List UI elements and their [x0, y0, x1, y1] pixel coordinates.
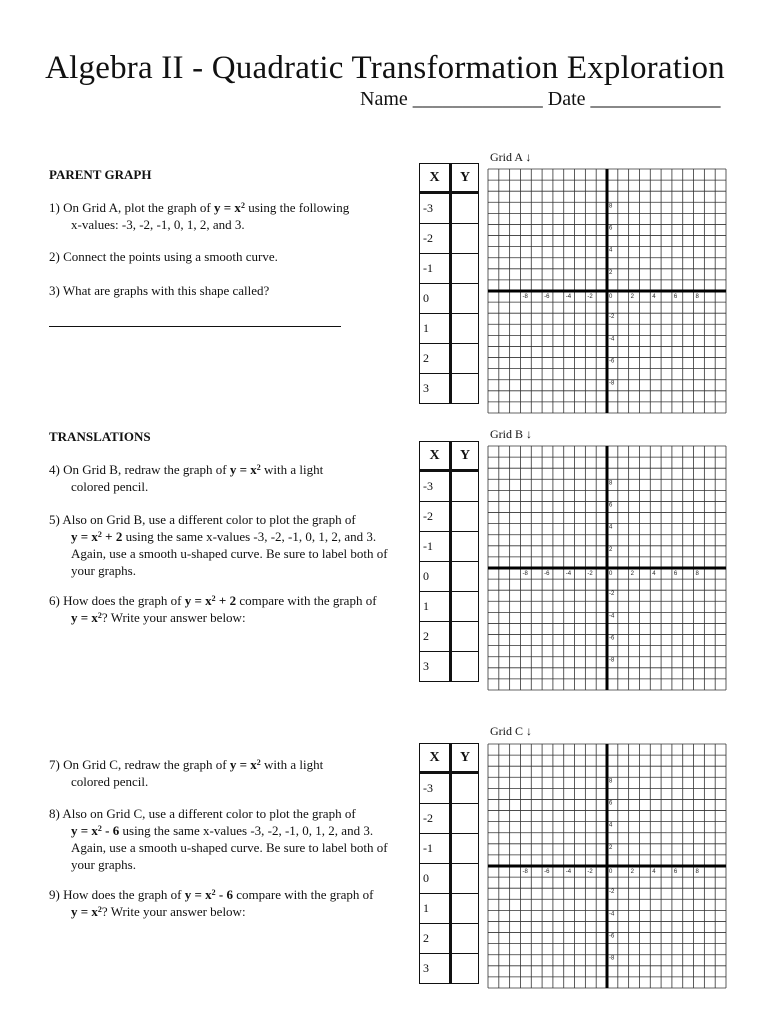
x-value-cell: 0	[420, 864, 451, 894]
table-row	[420, 924, 479, 954]
table-row	[420, 254, 479, 284]
x-column-header: X	[420, 744, 451, 773]
y-value-cell[interactable]	[451, 834, 479, 864]
x-column-header: X	[420, 164, 451, 193]
table-row	[420, 471, 479, 502]
table-row	[420, 954, 479, 984]
x-value-cell: -1	[420, 532, 451, 562]
x-value-cell: -3	[420, 773, 451, 804]
table-row	[420, 532, 479, 562]
table-row	[420, 773, 479, 804]
y-tick-label: 4	[609, 524, 613, 531]
x-value-cell: -3	[420, 471, 451, 502]
table-row	[420, 314, 479, 344]
question-7: 7) On Grid C, redraw the graph of $y = x^2$ with a light colored pencil.	[49, 757, 324, 789]
x-tick-label: 4	[652, 294, 656, 300]
table-row	[420, 834, 479, 864]
coordinate-grid-a[interactable]	[487, 168, 727, 414]
question-9: 9) How does the graph of $y = x^2 - 6$ compare with the graph of $y = x^2$? Write your answer below:	[49, 887, 374, 919]
y-value-cell[interactable]	[451, 284, 479, 314]
y-tick-label: 8	[609, 203, 613, 210]
question-4: 4) On Grid B, redraw the graph of $y = x^2$ with a light colored pencil.	[49, 462, 324, 494]
y-tick-label: -4	[609, 613, 615, 620]
x-tick-label: -2	[587, 869, 593, 875]
grid-a-label: Grid A ↓	[490, 150, 532, 164]
y-column-header: Y	[451, 744, 479, 773]
table-row	[420, 502, 479, 532]
xy-table-b	[419, 441, 479, 682]
table-row	[420, 344, 479, 374]
y-value-cell[interactable]	[451, 471, 479, 502]
y-value-cell[interactable]	[451, 502, 479, 532]
x-tick-label: -6	[544, 869, 550, 875]
y-value-cell[interactable]	[451, 773, 479, 804]
x-tick-label: 6	[673, 294, 678, 300]
y-tick-label: 8	[609, 778, 613, 785]
x-value-cell: -2	[420, 224, 451, 254]
table-row	[420, 652, 479, 682]
x-tick-label: 0	[609, 294, 613, 300]
x-tick-label: -6	[544, 571, 550, 577]
x-value-cell: 2	[420, 344, 451, 374]
table-row	[420, 894, 479, 924]
question-2: 2) Connect the points using a smooth curve.	[49, 249, 278, 264]
y-tick-label: -8	[609, 657, 615, 664]
x-tick-label: -4	[565, 294, 572, 300]
table-row	[420, 284, 479, 314]
y-tick-label: 2	[609, 844, 613, 851]
x-value-cell: 0	[420, 284, 451, 314]
x-value-cell: -2	[420, 502, 451, 532]
x-tick-label: -8	[522, 869, 528, 875]
x-tick-label: 8	[695, 294, 699, 300]
x-value-cell: 3	[420, 374, 451, 404]
y-tick-label: -4	[609, 911, 615, 918]
page-title: Algebra II - Quadratic Transformation Exploration	[45, 50, 725, 86]
x-tick-label: 2	[630, 294, 634, 300]
y-tick-label: 2	[609, 546, 613, 553]
x-tick-label: 2	[630, 869, 634, 875]
coordinate-grid-c[interactable]	[487, 743, 727, 989]
table-row	[420, 592, 479, 622]
y-value-cell[interactable]	[451, 652, 479, 682]
y-tick-label: 6	[609, 225, 613, 232]
y-tick-label: -8	[609, 955, 615, 962]
y-value-cell[interactable]	[451, 344, 479, 374]
grid-b-label: Grid B ↓	[490, 427, 532, 441]
y-tick-label: 6	[609, 502, 613, 509]
table-row	[420, 622, 479, 652]
x-value-cell: 3	[420, 954, 451, 984]
y-tick-label: -2	[609, 591, 615, 598]
x-tick-label: 4	[652, 571, 656, 577]
table-row	[420, 224, 479, 254]
section-heading-parent: PARENT GRAPH	[49, 167, 152, 182]
y-tick-label: 4	[609, 247, 613, 254]
x-tick-label: -6	[544, 294, 550, 300]
x-column-header: X	[420, 442, 451, 471]
table-row	[420, 864, 479, 894]
y-column-header: Y	[451, 164, 479, 193]
y-tick-label: -6	[609, 358, 615, 365]
x-value-cell: -1	[420, 834, 451, 864]
x-value-cell: -3	[420, 193, 451, 224]
x-value-cell: 3	[420, 652, 451, 682]
section-heading-translations: TRANSLATIONS	[49, 429, 151, 444]
question-1: 1) On Grid A, plot the graph of $y = x^2$ using the following x-values: -3, -2, -1, 0, 1, 2, and 3.	[49, 200, 350, 232]
x-tick-label: 4	[652, 869, 656, 875]
x-value-cell: 2	[420, 924, 451, 954]
x-tick-label: -8	[522, 571, 528, 577]
y-value-cell[interactable]	[451, 864, 479, 894]
table-row	[420, 193, 479, 224]
x-tick-label: -2	[587, 571, 593, 577]
answer-line[interactable]	[49, 326, 341, 327]
question-5: 5) Also on Grid B, use a different color to plot the graph of $y = x^2 + 2$ using the same x-values -3, -2, -1, 0, 1, 2, and 3. Again, use a smooth u-shaped curve. Be sure to label both of your graphs.	[49, 512, 388, 578]
x-value-cell: 1	[420, 592, 451, 622]
x-value-cell: -2	[420, 804, 451, 834]
x-tick-label: -4	[565, 571, 572, 577]
x-value-cell: 1	[420, 894, 451, 924]
y-value-cell[interactable]	[451, 592, 479, 622]
x-tick-label: -4	[565, 869, 572, 875]
x-value-cell: -1	[420, 254, 451, 284]
table-row	[420, 374, 479, 404]
grid-c-label: Grid C ↓	[490, 724, 532, 738]
x-tick-label: 0	[609, 869, 613, 875]
xy-table-c	[419, 743, 479, 984]
x-tick-label: -2	[587, 294, 593, 300]
x-tick-label: 8	[695, 869, 699, 875]
xy-table-a	[419, 163, 479, 404]
y-tick-label: -6	[609, 635, 615, 642]
y-value-cell[interactable]	[451, 532, 479, 562]
y-tick-label: -2	[609, 314, 615, 321]
y-value-cell[interactable]	[451, 374, 479, 404]
x-tick-label: 0	[609, 571, 613, 577]
y-tick-label: -4	[609, 336, 615, 343]
x-value-cell: 2	[420, 622, 451, 652]
y-value-cell[interactable]	[451, 314, 479, 344]
y-column-header: Y	[451, 442, 479, 471]
y-tick-label: 2	[609, 269, 613, 276]
y-value-cell[interactable]	[451, 562, 479, 592]
name-date-line: Name _____________ Date _____________	[360, 88, 721, 110]
table-row	[420, 562, 479, 592]
x-tick-label: 8	[695, 571, 699, 577]
table-row	[420, 804, 479, 834]
y-value-cell[interactable]	[451, 193, 479, 224]
question-6: 6) How does the graph of $y = x^2 + 2$ compare with the graph of $y = x^2$? Write your answer below:	[49, 593, 377, 625]
x-value-cell: 1	[420, 314, 451, 344]
y-value-cell[interactable]	[451, 254, 479, 284]
x-tick-label: 2	[630, 571, 634, 577]
y-tick-label: -8	[609, 380, 615, 387]
y-value-cell[interactable]	[451, 954, 479, 984]
y-value-cell[interactable]	[451, 622, 479, 652]
question-3: 3) What are graphs with this shape called?	[49, 283, 270, 298]
y-value-cell[interactable]	[451, 804, 479, 834]
coordinate-grid-b[interactable]	[487, 445, 727, 691]
question-8: 8) Also on Grid C, use a different color to plot the graph of $y = x^2 - 6$ using the same x-values -3, -2, -1, 0, 1, 2, and 3. Again, use a smooth u-shaped curve. Be sure to label both of your graphs.	[49, 806, 388, 872]
x-tick-label: 6	[673, 869, 678, 875]
y-tick-label: 6	[609, 800, 613, 807]
y-tick-label: -6	[609, 933, 615, 940]
x-tick-label: -8	[522, 294, 528, 300]
x-value-cell: 0	[420, 562, 451, 592]
y-value-cell[interactable]	[451, 894, 479, 924]
y-tick-label: 4	[609, 822, 613, 829]
y-value-cell[interactable]	[451, 924, 479, 954]
y-tick-label: -2	[609, 889, 615, 896]
y-value-cell[interactable]	[451, 224, 479, 254]
y-tick-label: 8	[609, 480, 613, 487]
x-tick-label: 6	[673, 571, 678, 577]
